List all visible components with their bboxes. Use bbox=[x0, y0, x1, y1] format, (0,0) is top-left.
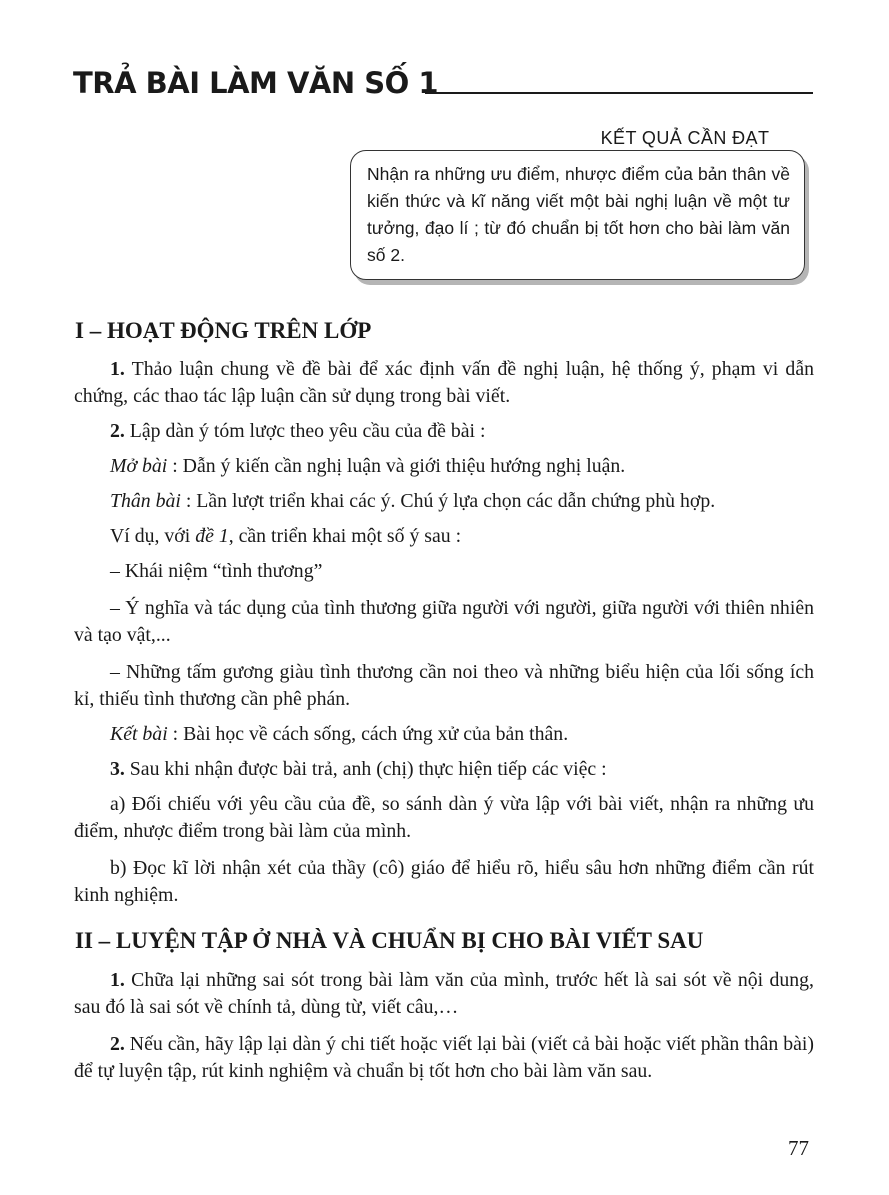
paragraph: b) Đọc kĩ lời nhận xét của thầy (cô) giáo để hiểu rõ, hiểu sâu hơn những điểm cần rút kinh nghiệm. bbox=[74, 857, 814, 906]
paragraph bbox=[74, 453, 814, 480]
goal-heading: KẾT QUẢ CẦN ĐẠT bbox=[600, 128, 770, 148]
paragraph bbox=[74, 756, 814, 783]
paragraph-text: Nếu cần, hãy lập lại dàn ý chi tiết hoặc viết lại bài (viết cả bài hoặc viết phần thân bài) để tự luyện tập, rút kinh nghiệm và chuẩn bị tốt hơn cho bài làm văn sau. bbox=[74, 1033, 814, 1082]
paragraph-text: : Bài học về cách sống, cách ứng xử của bản thân. bbox=[167, 723, 569, 745]
section-1-body bbox=[74, 356, 814, 909]
item-number: 2. bbox=[110, 420, 125, 442]
item-number: 1. bbox=[110, 969, 125, 991]
item-number: 1. bbox=[110, 358, 125, 380]
paragraph-text: Lập dàn ý tóm lược theo yêu cầu của đề bài : bbox=[124, 420, 486, 442]
paragraph-text: Ví dụ, với bbox=[110, 525, 196, 547]
paragraph bbox=[74, 356, 814, 410]
page-number: 77 bbox=[788, 1136, 809, 1160]
list-item: – Khái niệm “tình thương” bbox=[110, 560, 323, 582]
paragraph-text: : Dẫn ý kiến cần nghị luận và giới thiệu hướng nghị luận. bbox=[167, 455, 626, 477]
paragraph bbox=[74, 1031, 814, 1085]
paragraph bbox=[74, 523, 814, 550]
emphasis: đề 1 bbox=[195, 525, 229, 547]
page-title: TRẢ BÀI LÀM VĂN SỐ 1 bbox=[73, 66, 439, 100]
paragraph-text: , cần triển khai một số ý sau : bbox=[228, 525, 462, 547]
paragraph bbox=[74, 721, 814, 748]
paragraph bbox=[74, 488, 814, 515]
section-2-body bbox=[74, 967, 814, 1085]
list-item: – Những tấm gương giàu tình thương cần noi theo và những biểu hiện của lối sống ích kỉ, thiếu tình thương cần phê phán. bbox=[74, 661, 814, 710]
paragraph: a) Đối chiếu với yêu cầu của đề, so sánh dàn ý vừa lập với bài viết, nhận ra những ưu điểm, nhược điểm trong bài làm của mình. bbox=[74, 793, 814, 842]
paragraph-text: : Lần lượt triển khai các ý. Chú ý lựa chọn các dẫn chứng phù hợp. bbox=[180, 490, 716, 512]
ket-bai-label: Kết bài bbox=[110, 723, 168, 745]
paragraph bbox=[74, 418, 814, 445]
mo-bai-label: Mở bài bbox=[110, 455, 168, 477]
paragraph bbox=[74, 967, 814, 1021]
item-number: 3. bbox=[110, 758, 125, 780]
paragraph-text: Thảo luận chung về đề bài để xác định vấn đề nghị luận, hệ thống ý, phạm vi dẫn chứng, các thao tác lập luận cần sử dụng trong bài viết. bbox=[74, 358, 814, 407]
section-2-heading: II – LUYỆN TẬP Ở NHÀ VÀ CHUẨN BỊ CHO BÀI VIẾT SAU bbox=[75, 928, 704, 953]
paragraph-text: Sau khi nhận được bài trả, anh (chị) thực hiện tiếp các việc : bbox=[124, 758, 607, 780]
list-item: – Ý nghĩa và tác dụng của tình thương giữa người với người, giữa người với thiên nhiên và tạo vật,... bbox=[74, 597, 814, 646]
than-bai-label: Thân bài bbox=[110, 490, 181, 512]
goal-box bbox=[350, 150, 805, 280]
section-1-heading: I – HOẠT ĐỘNG TRÊN LỚP bbox=[75, 318, 372, 343]
title-rule bbox=[425, 92, 813, 94]
paragraph-text: Chữa lại những sai sót trong bài làm văn của mình, trước hết là sai sót về nội dung, sau đó là sai sót về chính tả, dùng từ, viết câu,… bbox=[74, 969, 814, 1018]
item-number: 2. bbox=[110, 1033, 125, 1055]
goal-text: Nhận ra những ưu điểm, nhược điểm của bản thân về kiến thức và kĩ năng viết một bài nghị luận về một tư tưởng, đạo lí ; từ đó chuẩn bị tốt hơn cho bài làm văn số 2. bbox=[367, 164, 790, 265]
